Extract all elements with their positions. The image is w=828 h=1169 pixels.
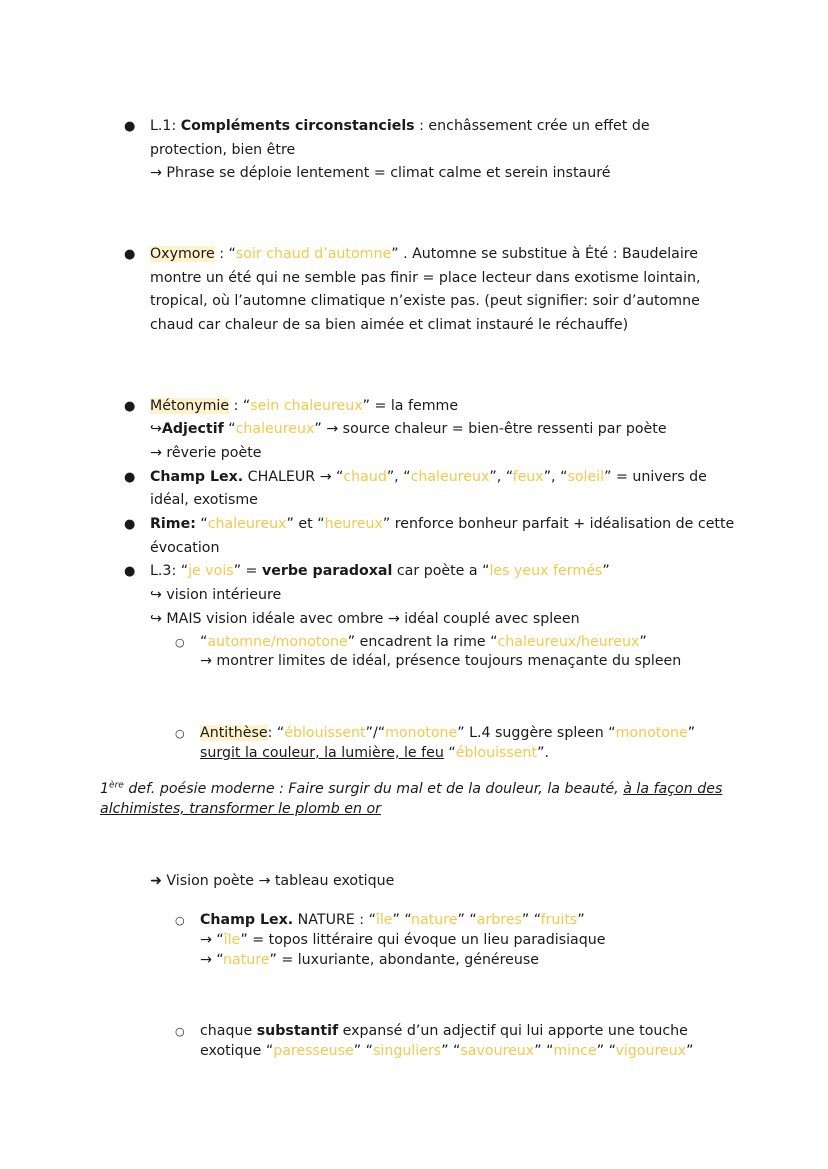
circle-bullet: ○ [175, 914, 185, 927]
note-line: exotique “paresseuse” “singuliers” “savoureux” “mince” “vigoureux” [200, 1043, 694, 1059]
bullet: ● [124, 470, 136, 485]
note-line: “automne/monotone” encadrent la rime “chaleureux/heureux” [200, 634, 647, 650]
note-line: → “nature” = luxuriante, abondante, généreuse [200, 952, 540, 968]
note-line: L.1: Compléments circonstanciels : enchâssement crée un effet de [150, 118, 650, 134]
vision-heading: ➜ Vision poète → tableau exotique [150, 873, 395, 889]
note-line: surgit la couleur, la lumière, le feu “éblouissent”. [200, 745, 549, 761]
note-line: 1ère def. poésie moderne : Faire surgir du mal et de la douleur, la beauté, à la façon des [100, 780, 723, 797]
note-line: → rêverie poète [150, 445, 262, 461]
note-line: Rime: “chaleureux” et “heureux” renforce bonheur parfait + idéalisation de cette [150, 516, 735, 532]
note-line: Oxymore : “soir chaud d’automne” . Automne se substitue à Été : Baudelaire [150, 246, 699, 262]
bullet: ● [124, 247, 136, 262]
note-line: chaque substantif expansé d’un adjectif qui lui apporte une touche [200, 1023, 688, 1039]
note-line: Champ Lex. NATURE : “île” “nature” “arbres” “fruits” [200, 912, 585, 928]
note-line: tropical, où l’automne climatique n’existe pas. (peut signifier: soir d’automne [150, 293, 700, 309]
bullet: ● [124, 399, 136, 414]
note-line: idéal, exotisme [150, 492, 258, 508]
note-line: ↪Adjectif “chaleureux” → source chaleur = bien-être ressenti par poète [150, 421, 667, 437]
note-line: protection, bien être [150, 142, 296, 158]
circle-bullet: ○ [175, 1025, 185, 1038]
note-line: Champ Lex. CHALEUR → “chaud”, “chaleureux”, “feux”, “soleil” = univers de [150, 469, 707, 485]
circle-bullet: ○ [175, 636, 185, 649]
bullet: ● [124, 119, 136, 134]
note-line: ↪ MAIS vision idéale avec ombre → idéal couplé avec spleen [150, 611, 580, 627]
note-line: → montrer limites de idéal, présence toujours menaçante du spleen [200, 653, 682, 669]
note-line: → “île” = topos littéraire qui évoque un lieu paradisiaque [200, 932, 606, 948]
note-line: L.3: “je vois” = verbe paradoxal car poète a “les yeux fermés” [150, 563, 610, 579]
note-line: alchimistes, transformer le plomb en or [100, 801, 381, 817]
note-line: ↪ vision intérieure [150, 587, 282, 603]
note-line: montre un été qui ne semble pas finir = place lecteur dans exotisme lointain, [150, 270, 701, 286]
circle-bullet: ○ [175, 727, 185, 740]
note-line: chaud car chaleur de sa bien aimée et climat instauré le réchauffe) [150, 317, 629, 333]
bullet: ● [124, 564, 136, 579]
bullet: ● [124, 517, 136, 532]
note-line: Métonymie : “sein chaleureux” = la femme [150, 398, 459, 414]
note-line: évocation [150, 540, 220, 556]
note-line: Antithèse: “éblouissent”/“monotone” L.4 suggère spleen “monotone” [200, 725, 696, 741]
note-line: → Phrase se déploie lentement = climat calme et serein instauré [150, 165, 611, 181]
